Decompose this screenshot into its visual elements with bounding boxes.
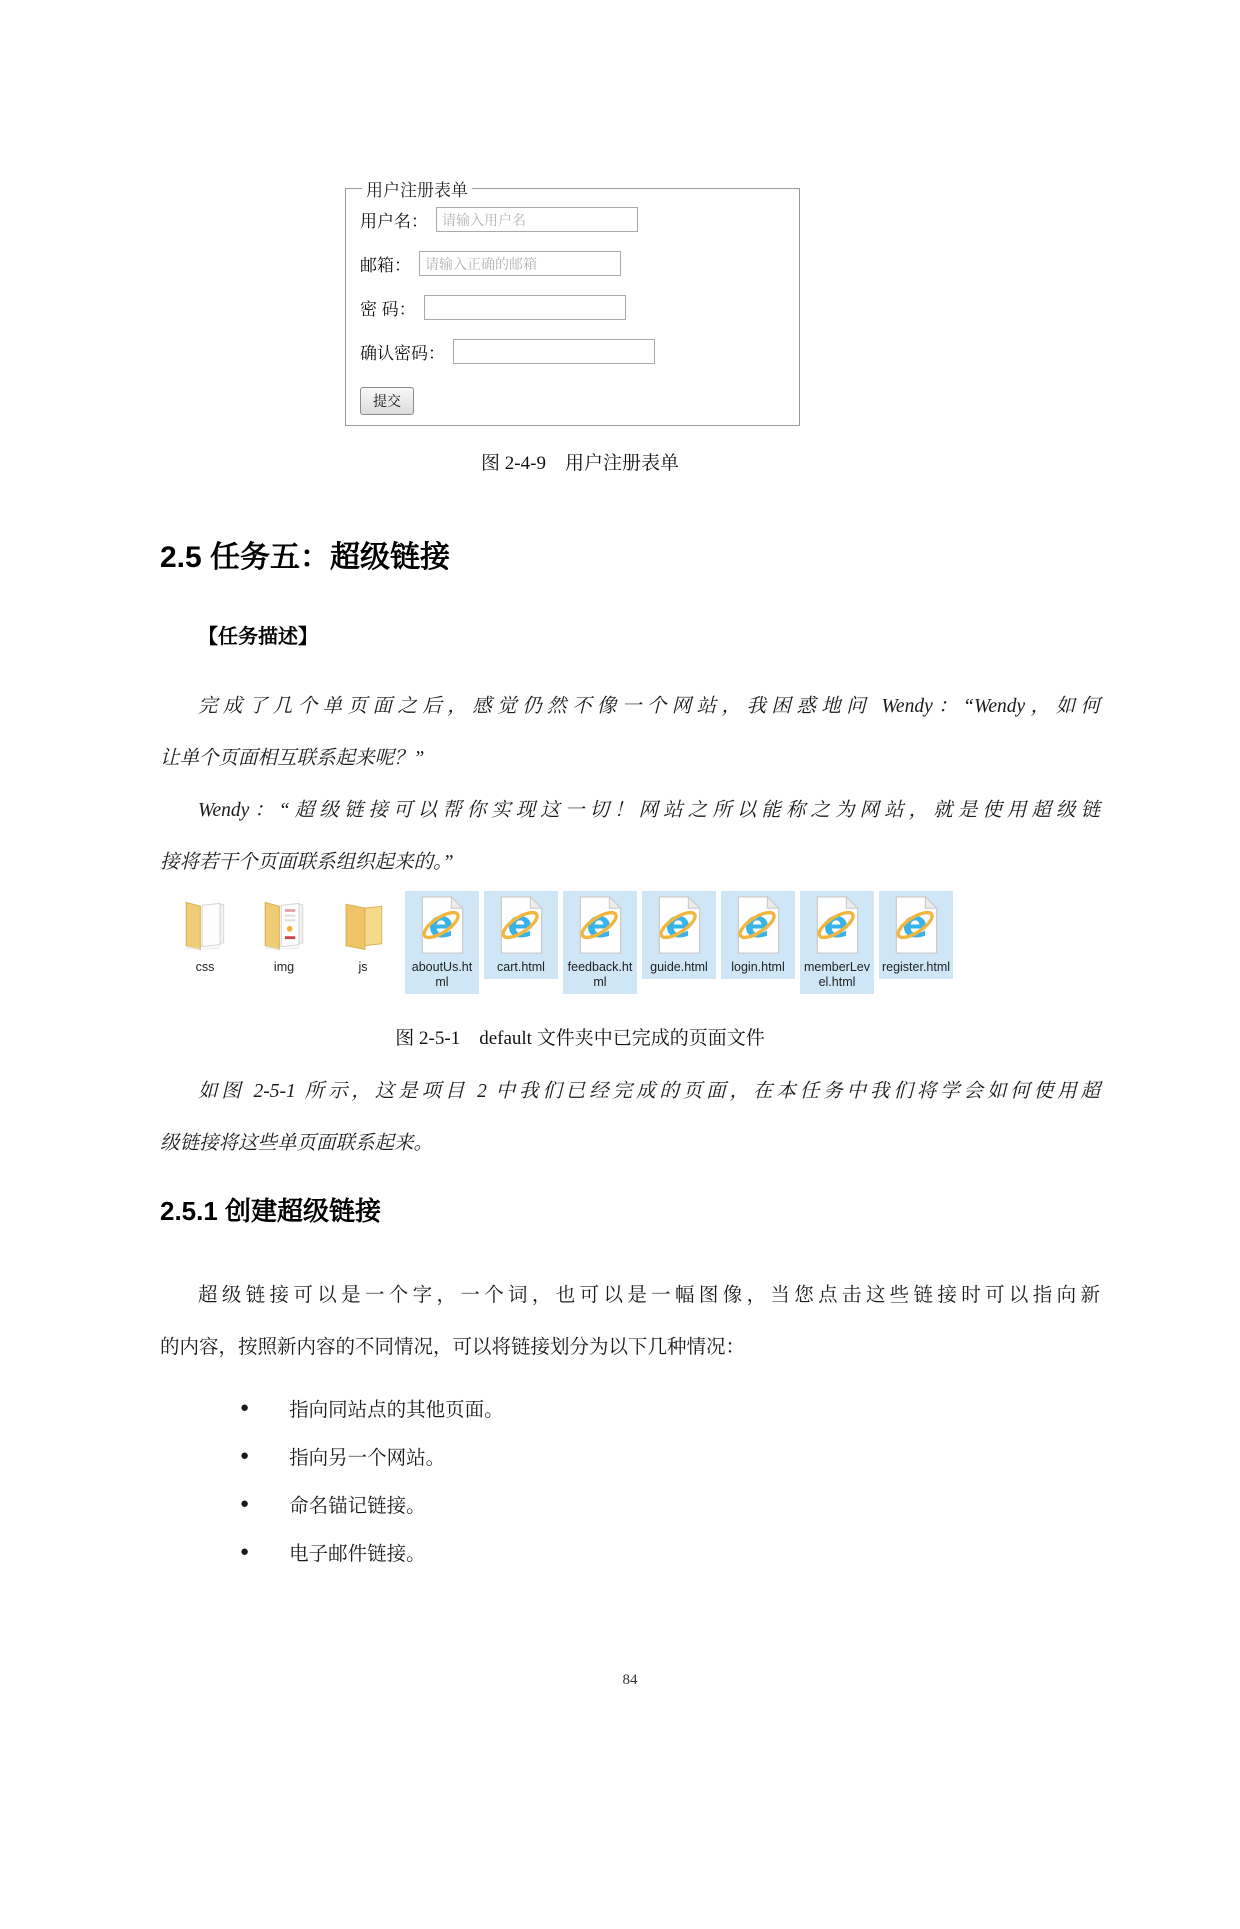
list-item-text: 命名锚记链接。 xyxy=(289,1496,426,1517)
file-label: img xyxy=(273,960,295,974)
paragraph-line: 如图 2-5-1 所示，这是项目 2 中我们已经完成的页面，在本任务中我们将学会如何使用超 xyxy=(198,1081,1100,1102)
document-page xyxy=(0,176,1240,1689)
file-guide-html[interactable] xyxy=(642,891,716,979)
file-register-html[interactable] xyxy=(879,891,953,979)
ie-file-icon xyxy=(412,895,472,955)
file-login-html[interactable] xyxy=(721,891,795,979)
ie-file-icon xyxy=(649,895,709,955)
file-label: css xyxy=(195,960,215,974)
paragraph-line: 的内容，按照新内容的不同情况，可以将链接划分为以下几种情况： xyxy=(160,1337,746,1358)
submit-button[interactable]: 提交 xyxy=(360,387,414,415)
list-item xyxy=(240,1480,1100,1528)
figure-caption-2-5-1: 图 2-5-1 default 文件夹中已完成的页面文件 xyxy=(395,1028,765,1049)
link-types-list xyxy=(240,1384,1100,1576)
form-legend: 用户注册表单 xyxy=(366,181,468,200)
form-row-email xyxy=(360,251,787,276)
bullet-dot-icon: ● xyxy=(240,1495,250,1512)
file-aboutus-html[interactable] xyxy=(405,891,479,994)
password-input[interactable] xyxy=(424,295,626,320)
paragraph-4 xyxy=(160,1270,1100,1374)
list-item xyxy=(240,1384,1100,1432)
file-label: login.html xyxy=(731,960,785,974)
figure-caption-2-4-9: 图 2-4-9 用户注册表单 xyxy=(481,453,679,474)
ie-file-icon xyxy=(886,895,946,955)
file-label: memberLevel.html xyxy=(804,960,870,989)
file-label: js xyxy=(358,960,368,974)
bullet-dot-icon: ● xyxy=(240,1447,250,1464)
folder-icon xyxy=(254,895,314,955)
folder-img[interactable] xyxy=(247,891,321,979)
paragraph-line: 级链接将这些单页面联系起来。 xyxy=(160,1133,434,1154)
paragraph-1 xyxy=(160,681,1100,785)
confirm-password-input[interactable] xyxy=(453,339,655,364)
folder-js[interactable] xyxy=(326,891,400,979)
ie-file-icon xyxy=(807,895,867,955)
figure-registration-form xyxy=(345,176,800,426)
task-description-label: 【任务描述】 xyxy=(198,626,318,648)
bullet-dot-icon: ● xyxy=(240,1399,250,1416)
email-input[interactable] xyxy=(419,251,621,276)
confirm-password-label: 确认密码： xyxy=(360,344,445,363)
folder-css[interactable] xyxy=(168,891,242,979)
ie-file-icon xyxy=(728,895,788,955)
file-label: feedback.html xyxy=(567,960,633,989)
form-row-username xyxy=(360,207,787,232)
list-item-text: 指向另一个网站。 xyxy=(289,1448,446,1469)
file-label: aboutUs.html xyxy=(411,960,473,989)
figure-files-row xyxy=(168,891,1100,1005)
bullet-dot-icon: ● xyxy=(240,1543,250,1560)
paragraph-line: 接将若干个页面联系组织起来的。” xyxy=(160,852,454,873)
file-feedback-html[interactable] xyxy=(563,891,637,994)
paragraph-line: 让单个页面相互联系起来呢？” xyxy=(160,748,425,769)
page-number: 84 xyxy=(622,1672,638,1688)
subsection-heading-2-5-1: 2.5.1 创建超级链接 xyxy=(160,1196,382,1226)
form-row-confirm-password xyxy=(360,339,787,364)
ie-file-icon xyxy=(491,895,551,955)
registration-form xyxy=(345,176,800,426)
form-row-password xyxy=(360,295,787,320)
paragraph-3 xyxy=(160,1066,1100,1170)
file-label: register.html xyxy=(881,960,951,974)
list-item-text: 电子邮件链接。 xyxy=(289,1544,426,1565)
username-label: 用户名： xyxy=(360,212,428,231)
paragraph-line: 完成了几个单页面之后，感觉仍然不像一个网站，我困惑地问 Wendy：“Wendy，如何 xyxy=(198,696,1100,717)
file-label: guide.html xyxy=(650,960,708,974)
list-item xyxy=(240,1528,1100,1576)
ie-file-icon xyxy=(570,895,630,955)
paragraph-line: 超级链接可以是一个字，一个词，也可以是一幅图像，当您点击这些链接时可以指向新 xyxy=(198,1285,1100,1306)
folder-icon xyxy=(175,895,235,955)
paragraph-2 xyxy=(160,785,1100,889)
section-heading-2-5: 2.5 任务五：超级链接 xyxy=(160,541,451,574)
password-label: 密 码： xyxy=(360,300,416,319)
email-label: 邮箱： xyxy=(360,256,411,275)
folder-icon xyxy=(333,895,393,955)
username-input[interactable] xyxy=(436,207,638,232)
file-label: cart.html xyxy=(497,960,545,974)
list-item xyxy=(240,1432,1100,1480)
file-memberlevel-html[interactable] xyxy=(800,891,874,994)
file-cart-html[interactable] xyxy=(484,891,558,979)
list-item-text: 指向同站点的其他页面。 xyxy=(289,1400,504,1421)
paragraph-line: Wendy：“超级链接可以帮你实现这一切！网站之所以能称之为网站，就是使用超级链 xyxy=(198,800,1100,821)
